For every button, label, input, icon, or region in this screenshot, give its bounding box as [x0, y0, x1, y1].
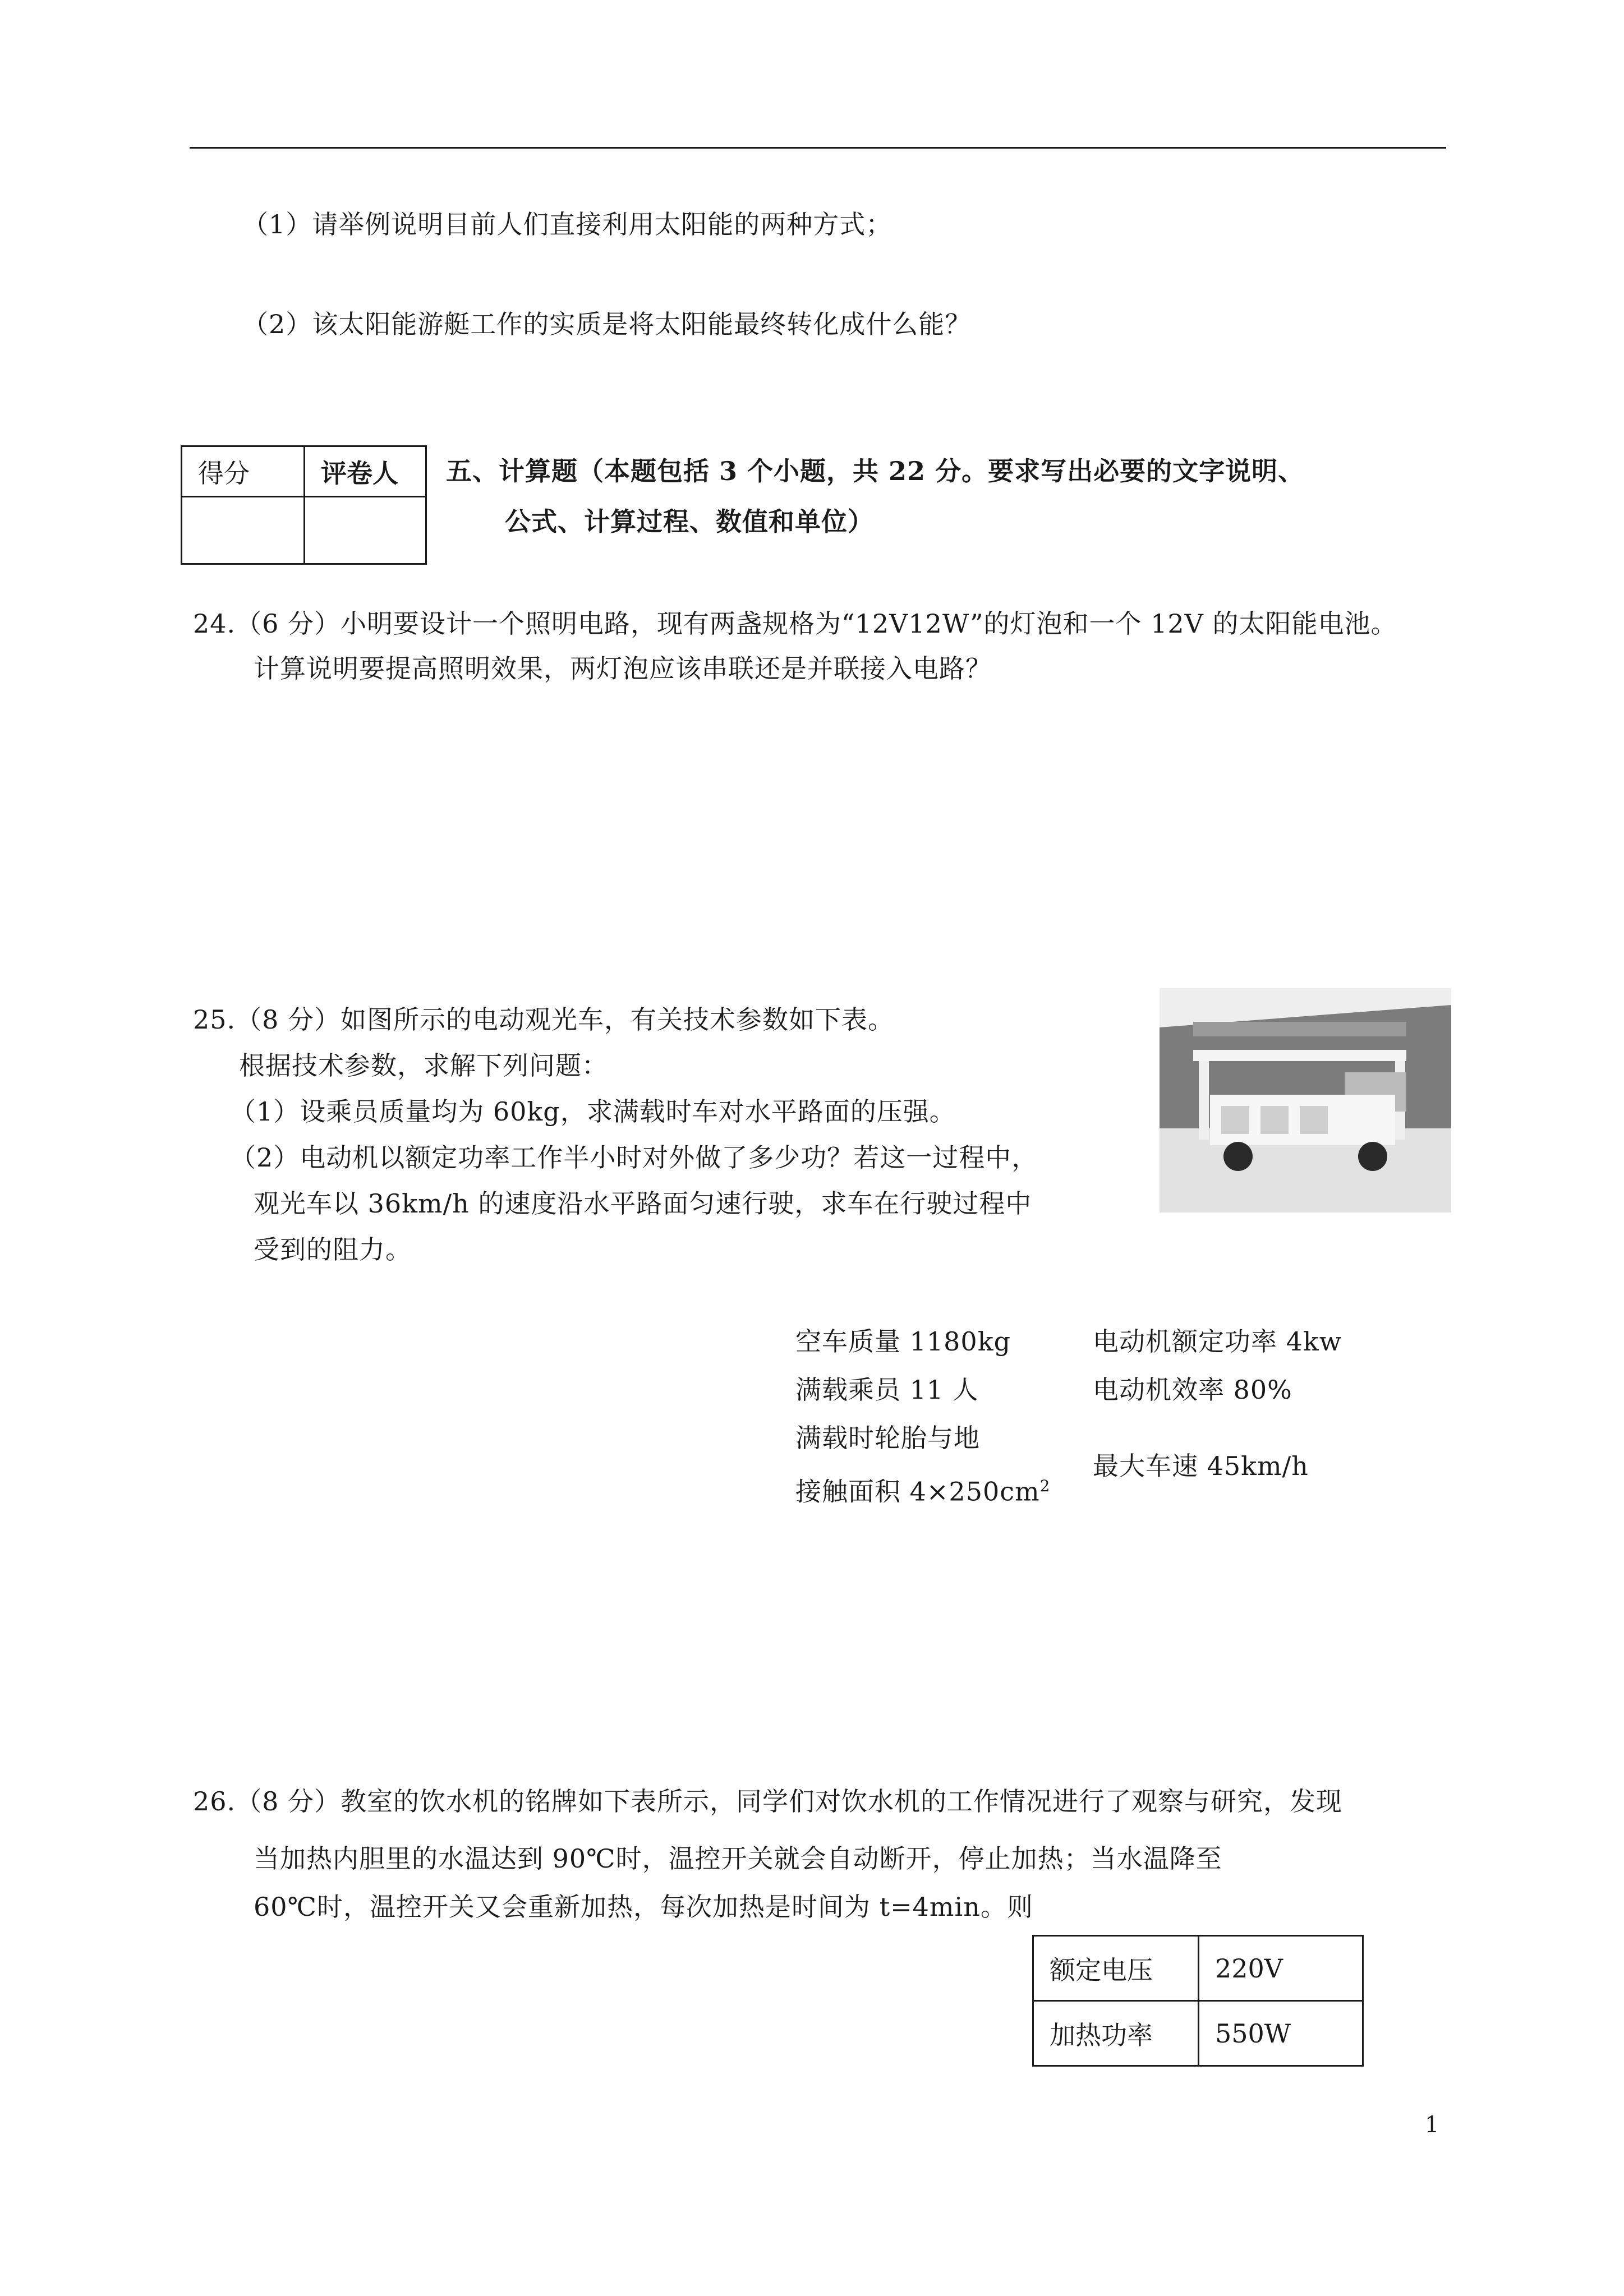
table-row: [1033, 2001, 1363, 2066]
score-label: 得分: [182, 446, 305, 497]
header-rule: [190, 147, 1446, 149]
param-contact-line1: 满载时轮胎与地: [795, 1423, 980, 1453]
table-cell-label: 额定电压: [1033, 1936, 1199, 2001]
q25-line3: （1）设乘员质量均为 60kg，求满载时车对水平路面的压强。: [230, 1096, 956, 1127]
table-cell-value: 220V: [1199, 1936, 1363, 2001]
param-full-load: 满载乘员 11 人: [795, 1375, 979, 1405]
q24-line2: 计算说明要提高照明效果，两灯泡应该串联还是并联接入电路？: [254, 653, 992, 684]
grader-label: 评卷人: [305, 446, 426, 497]
score-cell: [182, 497, 305, 564]
q25-line2: 根据技术参数，求解下列问题：: [239, 1050, 608, 1081]
q23-sub1: （1）请举例说明目前人们直接利用太阳能的两种方式；: [242, 209, 892, 239]
param-rated-power: 电动机额定功率 4kw: [1093, 1326, 1342, 1357]
table-row: [1033, 1936, 1363, 2001]
q25-line4: （2）电动机以额定功率工作半小时对外做了多少功？若这一过程中，: [230, 1142, 1038, 1173]
q24-line1: 24.（6 分）小明要设计一个照明电路，现有两盏规格为“12V12W”的灯泡和一个 12V 的太阳能电池。: [193, 608, 1397, 639]
param-empty-mass: 空车质量 1180kg: [795, 1326, 1011, 1357]
param-contact-text: 接触面积 4×250cm: [795, 1476, 1040, 1507]
grader-cell: [305, 497, 426, 564]
sightseeing-car-image: [1160, 988, 1451, 1212]
score-box: [181, 445, 427, 565]
param-contact-line2: [795, 1469, 1050, 1508]
q25-line5: 观光车以 36km/h 的速度沿水平路面匀速行驶，求车在行驶过程中: [254, 1188, 1032, 1219]
q26-line1: 26.（8 分）教室的饮水机的铭牌如下表所示，同学们对饮水机的工作情况进行了观察与研究，发现: [193, 1786, 1343, 1816]
section-heading-cont: 公式、计算过程、数值和单位）: [505, 506, 874, 537]
param-contact-sup: 2: [1039, 1477, 1051, 1495]
nameplate-table: [1032, 1935, 1364, 2067]
section-heading: 五、计算题（本题包括 3 个小题，共 22 分。要求写出必要的文字说明、: [446, 456, 1305, 486]
q26-line2: 当加热内胆里的水温达到 90℃时，温控开关就会自动断开，停止加热；当水温降至: [254, 1843, 1222, 1874]
page-number: 1: [1425, 2112, 1439, 2138]
q25-line1: 25.（8 分）如图所示的电动观光车，有关技术参数如下表。: [193, 1004, 895, 1035]
car-photo-drawing: [1160, 988, 1451, 1212]
table-cell-value: 550W: [1199, 2001, 1363, 2066]
table-cell-label: 加热功率: [1033, 2001, 1199, 2066]
q23-sub2: （2）该太阳能游艇工作的实质是将太阳能最终转化成什么能？: [242, 309, 972, 339]
q26-line3: 60℃时，温控开关又会重新加热，每次加热是时间为 t=4min。则: [254, 1892, 1033, 1922]
q25-line6: 受到的阻力。: [254, 1234, 412, 1265]
param-efficiency: 电动机效率 80%: [1093, 1375, 1292, 1405]
param-max-speed: 最大车速 45km/h: [1093, 1451, 1309, 1481]
